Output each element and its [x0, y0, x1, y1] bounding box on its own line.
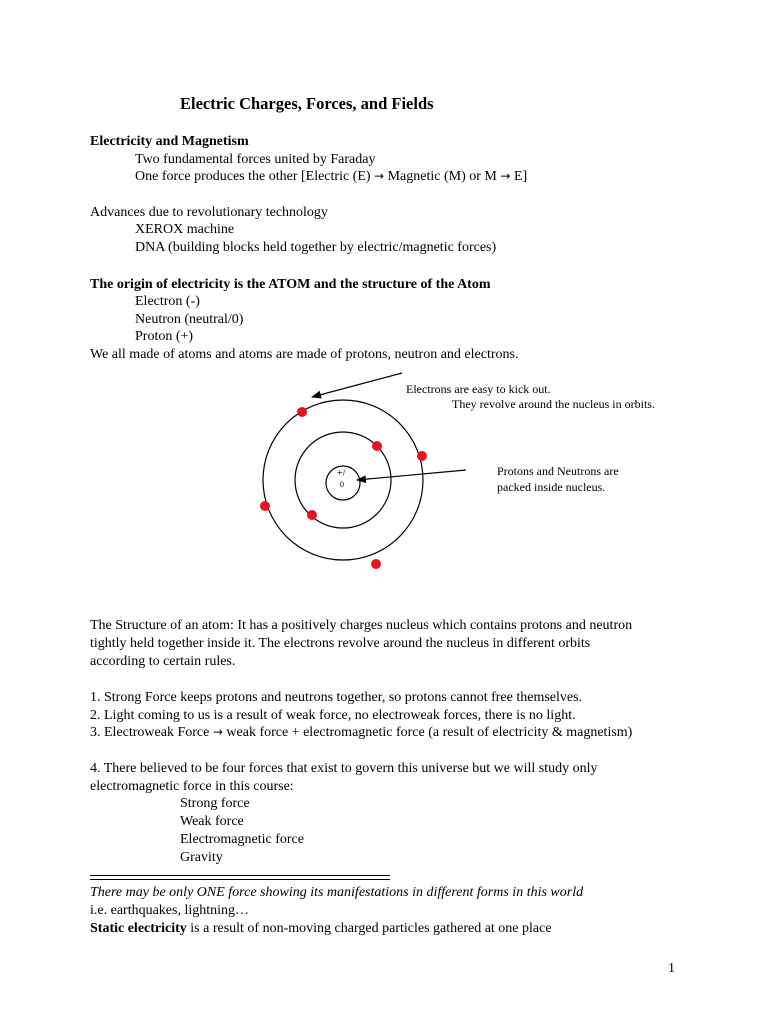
particle-item: Neutron (neutral/0) [135, 312, 244, 327]
list-item: 2. Light coming to us is a result of weak force, no electroweak forces, there is no light. [90, 708, 576, 723]
section-heading-advances: Advances due to revolutionary technology [90, 205, 328, 220]
electron-dot [260, 501, 270, 511]
separator-rule [90, 875, 390, 880]
electron-pointer-arrow [312, 373, 402, 397]
section-heading-electricity-magnetism: Electricity and Magnetism [90, 134, 249, 149]
static-electricity-line: Static electricity is a result of non-moving charged particles gathered at one place [90, 921, 552, 936]
advance-item: XEROX machine [135, 222, 235, 237]
advance-item: DNA (building blocks held together by electric/magnetic forces) [135, 240, 497, 255]
page-title: Electric Charges, Forces, and Fields [180, 94, 434, 113]
electron-dot [307, 510, 317, 520]
atoms-summary: We all made of atoms and atoms are made of protons, neutron and electrons. [90, 347, 519, 362]
forces-intro: 4. There believed to be four forces that exist to govern this universe but we will study only [90, 761, 598, 776]
forces-intro: electromagnetic force in this course: [90, 779, 294, 794]
nucleus-note: packed inside nucleus. [497, 480, 606, 494]
force-item: Gravity [180, 850, 223, 865]
section-heading-origin: The origin of electricity is the ATOM and the structure of the Atom [90, 277, 491, 292]
electron-dot [372, 441, 382, 451]
nucleus-pointer-arrow [357, 470, 466, 480]
page-number: 1 [668, 961, 675, 976]
structure-paragraph-line: The Structure of an atom: It has a positively charges nucleus which contains protons and neutron [90, 618, 633, 633]
force-item: Weak force [180, 814, 244, 829]
arrow-icon: → [212, 725, 223, 739]
electron-note: Electrons are easy to kick out. [406, 382, 551, 396]
particle-item: Proton (+) [135, 329, 194, 344]
arrow-icon: → [374, 169, 385, 183]
list-item: 1. Strong Force keeps protons and neutrons together, so protons cannot free themselves. [90, 690, 583, 705]
one-force-note: There may be only ONE force showing its manifestations in different forms in this world [90, 885, 584, 900]
list-item: 3. Electroweak Force → weak force + electromagnetic force (a result of electricity & magnetism) [90, 725, 633, 740]
nucleus-note: Protons and Neutrons are [497, 464, 619, 478]
force-item: Electromagnetic force [180, 832, 304, 847]
structure-paragraph-line: tightly held together inside it. The electrons revolve around the nucleus in different orbits [90, 636, 591, 651]
arrow-icon: → [500, 169, 511, 183]
faraday-line: Two fundamental forces united by Faraday [135, 152, 376, 167]
electron-dot [417, 451, 427, 461]
structure-paragraph-line: according to certain rules. [90, 654, 236, 669]
nucleus-label: +/ 0 [337, 468, 346, 489]
examples-line: i.e. earthquakes, lightning… [90, 903, 250, 918]
electron-dot [297, 407, 307, 417]
electron-note: They revolve around the nucleus in orbits. [452, 397, 655, 411]
electron-dot [371, 559, 381, 569]
force-item: Strong force [180, 796, 250, 811]
force-produces-line: One force produces the other [Electric (E) → Magnetic (M) or M → E] [135, 169, 528, 184]
particle-item: Electron (-) [135, 294, 200, 309]
